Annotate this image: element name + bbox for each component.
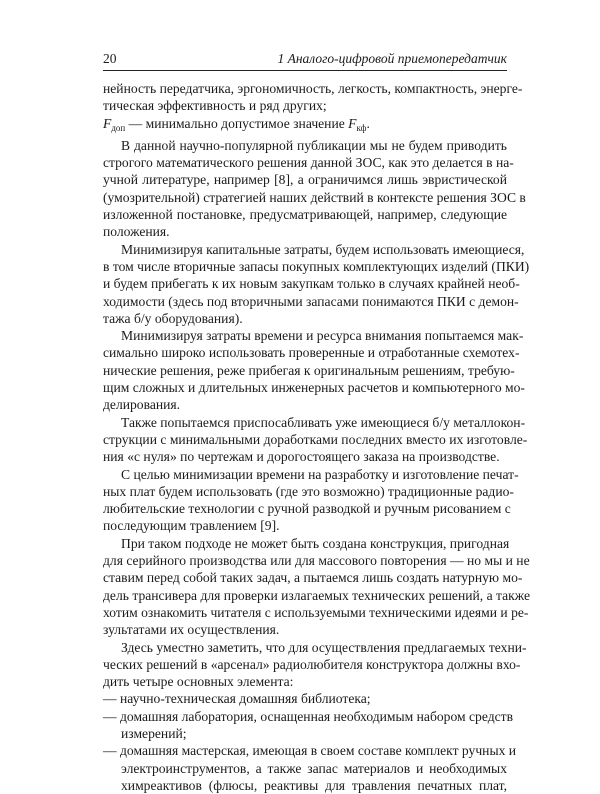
line-l17: нические решения, реже прибегая к оригинальным решениям, требую- bbox=[103, 362, 515, 378]
line-l23: С целью минимизации времени на разработку и изготовление печат- bbox=[121, 466, 519, 482]
line-l22: ния «с нуля» по чертежам и дорогостоящего заказа на производстве. bbox=[103, 449, 500, 465]
paragraphs bbox=[103, 137, 530, 794]
line-l26: последующим травлением [9]. bbox=[103, 518, 280, 534]
line-l18: щим сложных и длительных инженерных расчетов и компьютерного мо- bbox=[103, 380, 525, 396]
line-l24: ных плат будем использовать (где это возможно) традиционные радио- bbox=[103, 483, 514, 499]
line-l40: электроинструментов, а также запас материалов и необходимых bbox=[121, 760, 507, 776]
line-l11: в том числе вторичные запасы покупных комплектующих изделий (ПКИ) bbox=[103, 258, 530, 274]
symbol-f-dop: $F_{доп}$ bbox=[103, 115, 126, 133]
line-l27: При таком подходе не может быть создана конструкция, пригодная bbox=[121, 535, 510, 551]
line-l36: — научно-техническая домашняя библиотека; bbox=[103, 691, 371, 707]
line-l12: и будем прибегать к их новым закупкам только в случаях крайней необ- bbox=[103, 276, 520, 292]
line-l08: изложенной постановке, предусматривающей, например, следующие bbox=[103, 207, 507, 223]
line-l05: строгого математического решения данной ЗОС, как это делается в на- bbox=[103, 155, 514, 171]
running-head bbox=[103, 50, 507, 71]
line-l21: струкции с минимальными доработками последних вместо их изготовле- bbox=[103, 431, 528, 447]
line-l10: Минимизируя капитальные затраты, будем использовать имеющиеся, bbox=[121, 241, 525, 257]
chapter-title: 1 Аналого-цифровой приемопередатчик bbox=[277, 51, 507, 66]
body-text bbox=[103, 80, 530, 794]
book-page bbox=[103, 50, 530, 794]
line-l33: Здесь уместно заметить, что для осуществления предлагаемых техни- bbox=[121, 639, 527, 655]
line-l01: нейность передатчика, эргономичность, легкость, компактность, энерге- bbox=[103, 81, 523, 96]
line-l29: ставим перед собой таких задач, а пытаемся лишь создать натурную мо- bbox=[103, 570, 523, 586]
line-l30: дель трансивера для проверки излагаемых технических решений, а также bbox=[103, 587, 530, 603]
line-l39: — домашняя мастерская, имеющая в своем составе комплект ручных и bbox=[103, 743, 517, 759]
line-l35: дить четыре основных элемента: bbox=[103, 674, 294, 690]
line-l07: (умозрительной) стратегией наших действий в контексте решения ЗОС в bbox=[103, 189, 526, 205]
line-l06: учной литературе, например [8], а ограничимся лишь эвристической bbox=[103, 172, 507, 188]
line-l20: Также попытаемся приспосабливать уже имеющиеся б/у металлокон- bbox=[121, 414, 526, 430]
definition-line: $F_{доп}$ — минимально допустимое значение $F_{кф}$. bbox=[103, 115, 370, 133]
line-l15: Минимизируя затраты времени и ресурса внимания попытаемся мак- bbox=[121, 328, 524, 344]
line-l31: хотим ознакомить читателя с используемыми техническими идеями и ре- bbox=[103, 604, 529, 620]
line-l41: химреактивов (флюсы, реактивы для травления печатных плат, bbox=[121, 777, 507, 793]
line-l04: В данной научно-популярной публикации мы не будем приводить bbox=[121, 137, 507, 153]
page-number: 20 bbox=[103, 51, 117, 66]
line-l09: положения. bbox=[103, 224, 170, 240]
line-l34: ческих решений в «арсенал» радиолюбителя конструктора должны вхо- bbox=[103, 656, 521, 672]
definition-text: — минимально допустимое значение bbox=[125, 115, 349, 131]
line-l32: зультатами их осуществления. bbox=[103, 622, 280, 638]
line-l14: тажа б/у оборудования). bbox=[103, 310, 243, 326]
symbol-f-kf: $F_{кф}$ bbox=[348, 115, 367, 133]
line-l28: для серийного производства или для массового повторения — но мы и не bbox=[103, 553, 530, 569]
line-l25: любительские технологии с ручной разводкой и ручным рисованием с bbox=[103, 501, 511, 517]
line-l13: ходимости (здесь под вторичными запасами понимаются ПКИ с демон- bbox=[103, 293, 519, 309]
line-l16: симально широко использовать проверенные и отработанные схемотех- bbox=[103, 345, 520, 361]
line-l19: делирования. bbox=[103, 397, 181, 413]
line-l02: тическая эффективность и ряд других; bbox=[103, 98, 327, 114]
line-l37: — домашняя лаборатория, оснащенная необходимым набором средств bbox=[103, 708, 514, 724]
line-l38: измерений; bbox=[121, 725, 187, 741]
